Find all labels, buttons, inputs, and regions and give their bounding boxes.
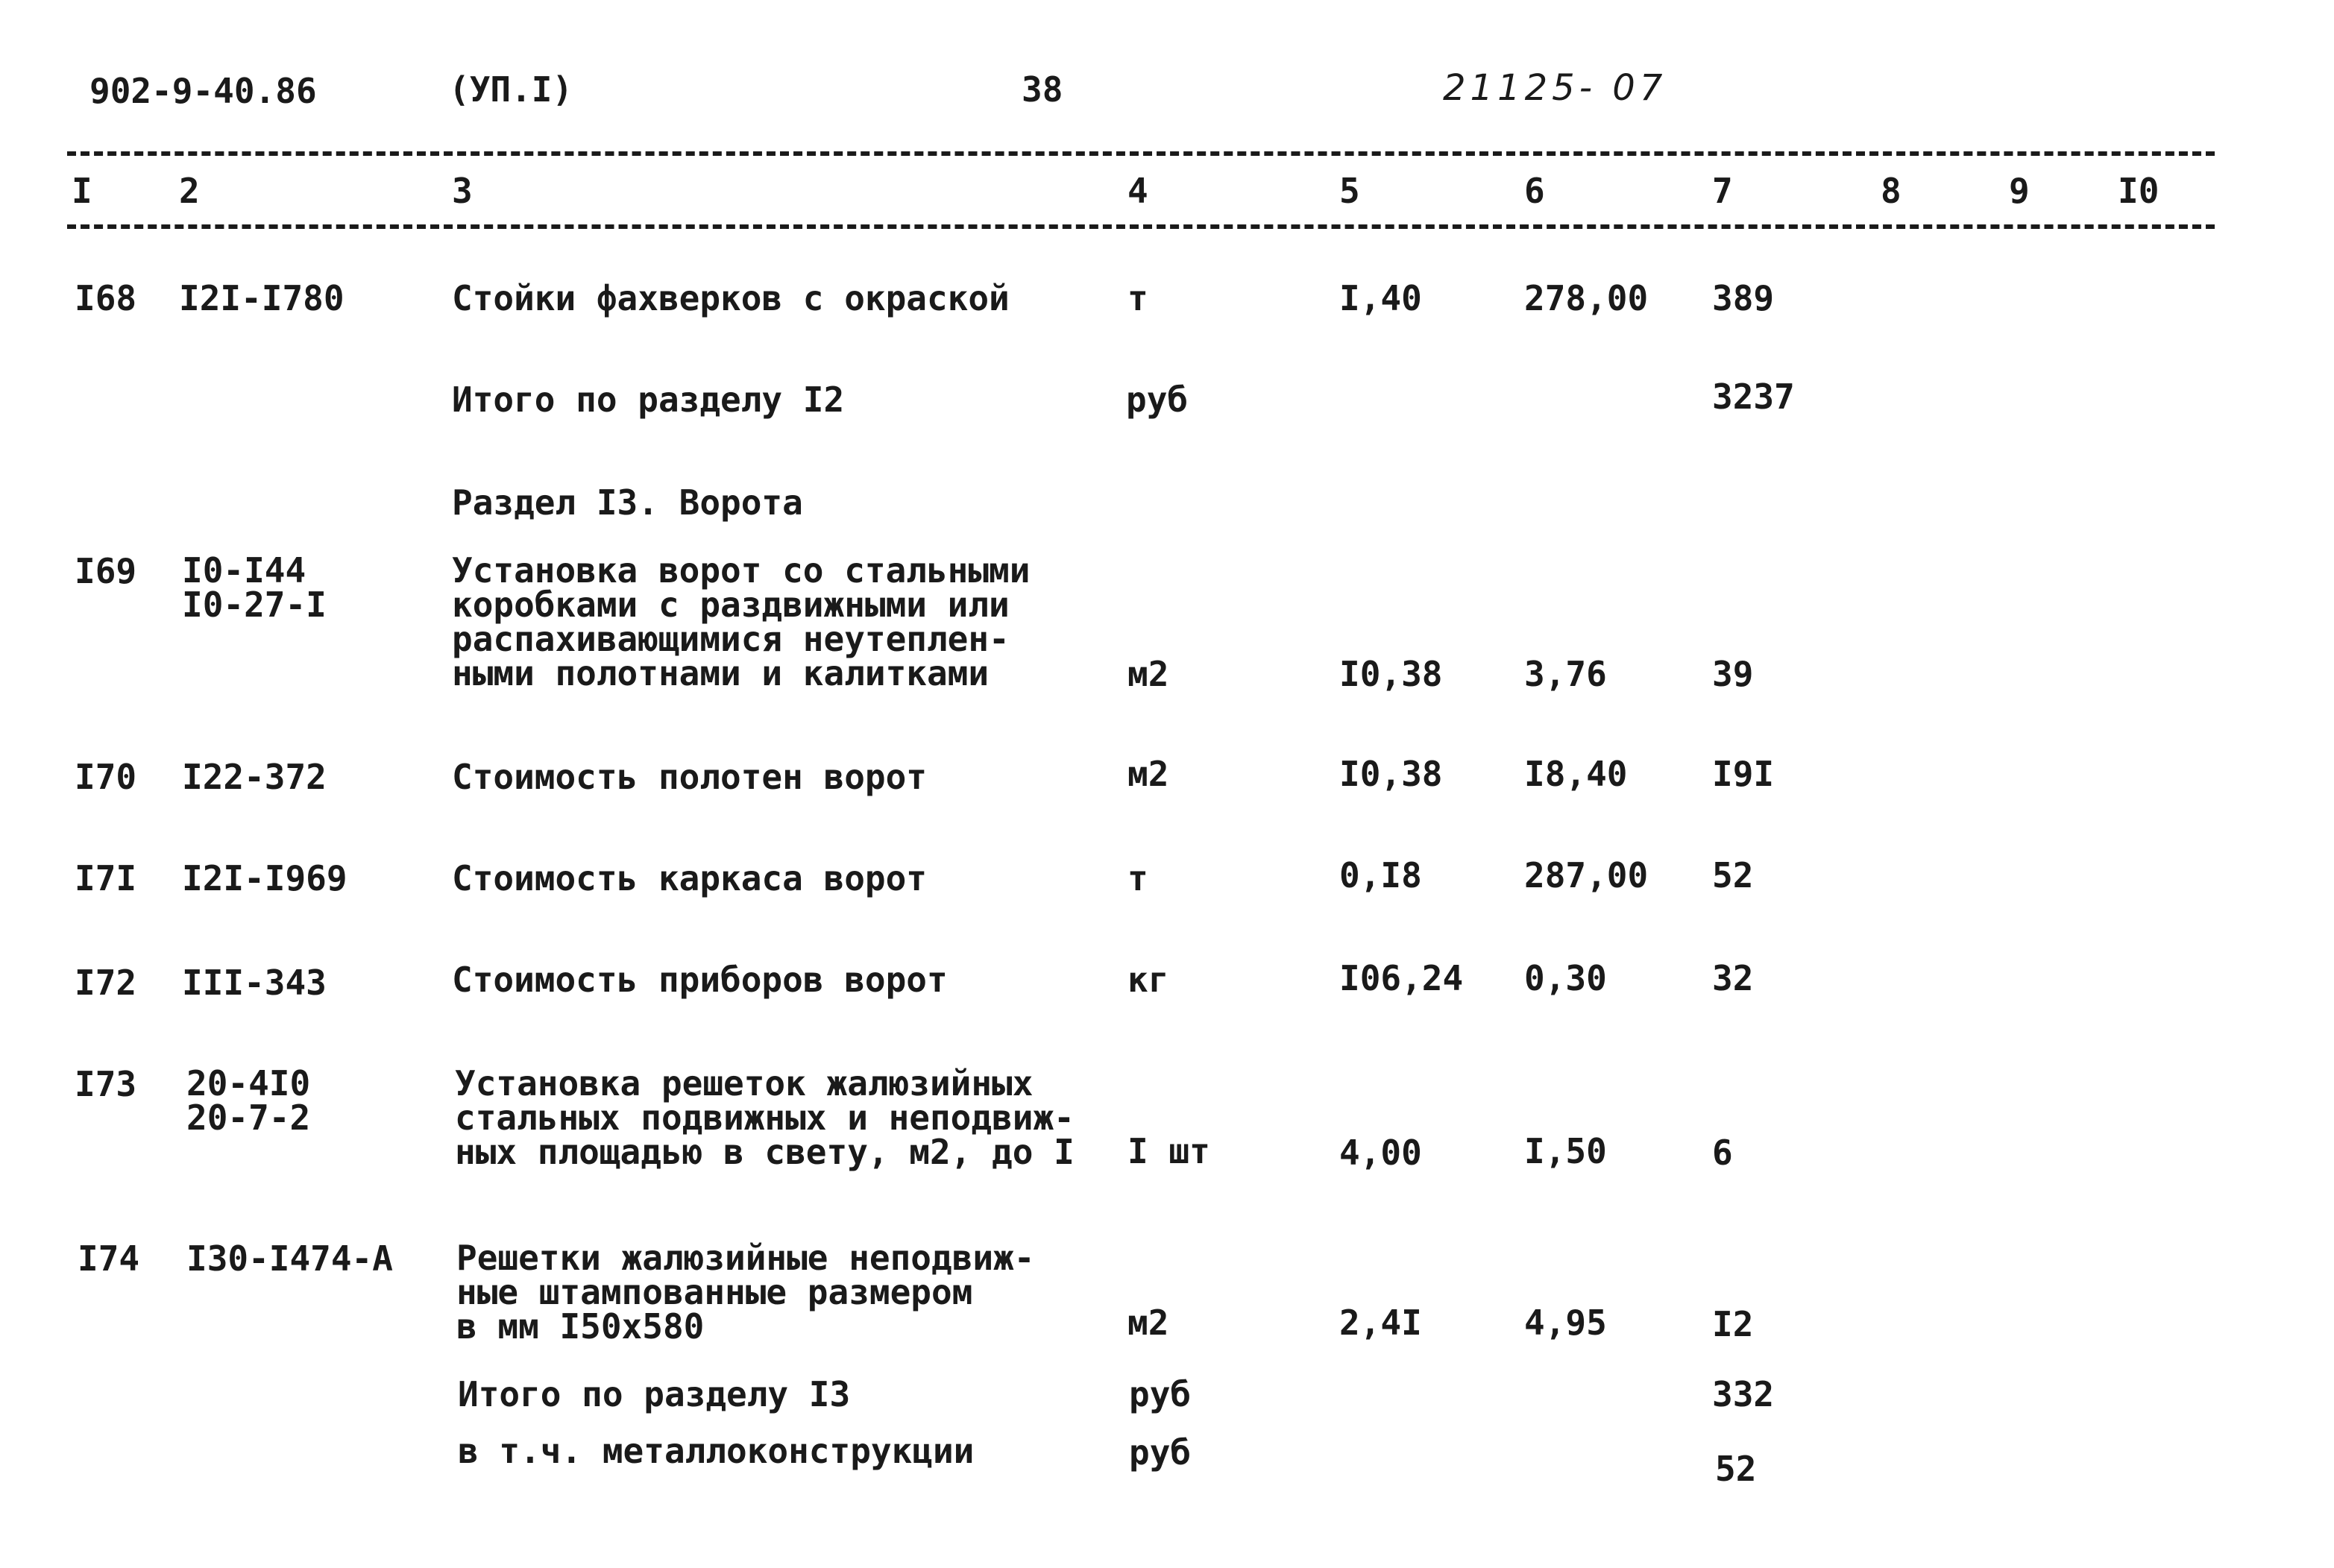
row-number: I72: [75, 963, 137, 1003]
price-code: I30-I474-А: [186, 1238, 393, 1279]
unit: I шт: [1127, 1131, 1210, 1171]
item-name: Стойки фахверков с окраской: [452, 278, 1010, 318]
unit: м2: [1127, 654, 1169, 694]
item-name: Стоимость приборов ворот: [452, 960, 948, 1000]
unit: т: [1127, 278, 1148, 318]
unit-price: 3,76: [1524, 654, 1607, 694]
quantity: 0,I8: [1339, 855, 1422, 895]
row-number: I69: [75, 551, 137, 591]
row-number: I74: [78, 1238, 140, 1279]
quantity: I0,38: [1339, 754, 1443, 794]
column-header: 7: [1712, 171, 1733, 211]
row-number: I70: [75, 757, 137, 797]
column-header: 3: [452, 171, 473, 211]
item-name: Итого по разделу I2: [452, 380, 845, 420]
row-number: I68: [75, 278, 137, 318]
column-header: 8: [1881, 171, 1902, 211]
unit: т: [1127, 858, 1148, 898]
unit-price: 287,00: [1524, 855, 1649, 895]
column-header: 6: [1524, 171, 1545, 211]
price-code: I0-I44 I0-27-I: [182, 550, 327, 625]
column-header: 9: [2009, 171, 2030, 211]
total-cost: 6: [1712, 1133, 1733, 1173]
total-cost: 3237: [1712, 377, 1795, 417]
unit-price: 0,30: [1524, 958, 1607, 998]
column-header: 5: [1339, 171, 1360, 211]
unit-price: 278,00: [1524, 278, 1649, 318]
quantity: I0,38: [1339, 654, 1443, 694]
total-cost: 52: [1712, 855, 1754, 895]
item-name: Итого по разделу I3: [458, 1374, 851, 1414]
item-name: Стоимость полотен ворот: [452, 757, 927, 797]
total-cost: I9I: [1712, 754, 1775, 794]
header-top-rule: [67, 151, 2215, 156]
price-code: I2I-I780: [179, 278, 345, 318]
unit-price: I8,40: [1524, 754, 1628, 794]
item-name: Стоимость каркаса ворот: [452, 858, 927, 898]
album-number: (УП.I): [449, 69, 573, 110]
quantity: I,40: [1339, 278, 1422, 318]
row-number: I73: [75, 1064, 137, 1104]
quantity: I06,24: [1339, 958, 1464, 998]
price-code: I22-372: [182, 757, 327, 797]
price-code: 20-4I0 20-7-2: [186, 1063, 311, 1138]
price-code: III-343: [182, 963, 327, 1003]
total-cost: 52: [1715, 1449, 1757, 1489]
unit: руб: [1129, 1432, 1192, 1473]
header-bottom-rule: [67, 224, 2215, 229]
total-cost: 389: [1712, 278, 1775, 318]
row-number: I7I: [75, 858, 137, 898]
inventory-number: 21125- 07: [1443, 67, 1667, 109]
total-cost: 39: [1712, 654, 1754, 694]
unit-price: 4,95: [1524, 1303, 1607, 1343]
total-cost: I2: [1712, 1304, 1754, 1344]
quantity: 4,00: [1339, 1133, 1422, 1173]
column-header: I0: [2118, 171, 2160, 211]
unit: руб: [1126, 380, 1189, 420]
price-code: I2I-I969: [182, 858, 347, 898]
unit-price: I,50: [1524, 1131, 1607, 1171]
item-name: Установка решеток жалюзийных стальных подвижных и неподвиж- ных площадью в свету, м2, до I: [455, 1063, 1075, 1172]
unit: м2: [1127, 1303, 1169, 1343]
item-name: Установка ворот со стальными коробками с раздвижными или распахивающимися неутеплен- ными полотнами и калитками: [452, 550, 1031, 693]
section-heading: Раздел I3. Ворота: [452, 482, 803, 523]
page-number: 38: [1022, 69, 1063, 110]
total-cost: 332: [1712, 1374, 1775, 1414]
unit: кг: [1127, 960, 1169, 1000]
column-header: I: [72, 171, 92, 211]
column-header: 2: [179, 171, 200, 211]
document-code: 902-9-40.86: [89, 71, 317, 111]
item-name: Решетки жалюзийные неподвиж- ные штампованные размером в мм I50х580: [456, 1238, 1035, 1347]
quantity: 2,4I: [1339, 1303, 1422, 1343]
total-cost: 32: [1712, 958, 1754, 998]
unit: руб: [1129, 1374, 1192, 1414]
unit: м2: [1127, 754, 1169, 794]
column-header: 4: [1127, 171, 1148, 211]
item-name: в т.ч. металлоконструкции: [458, 1431, 975, 1471]
